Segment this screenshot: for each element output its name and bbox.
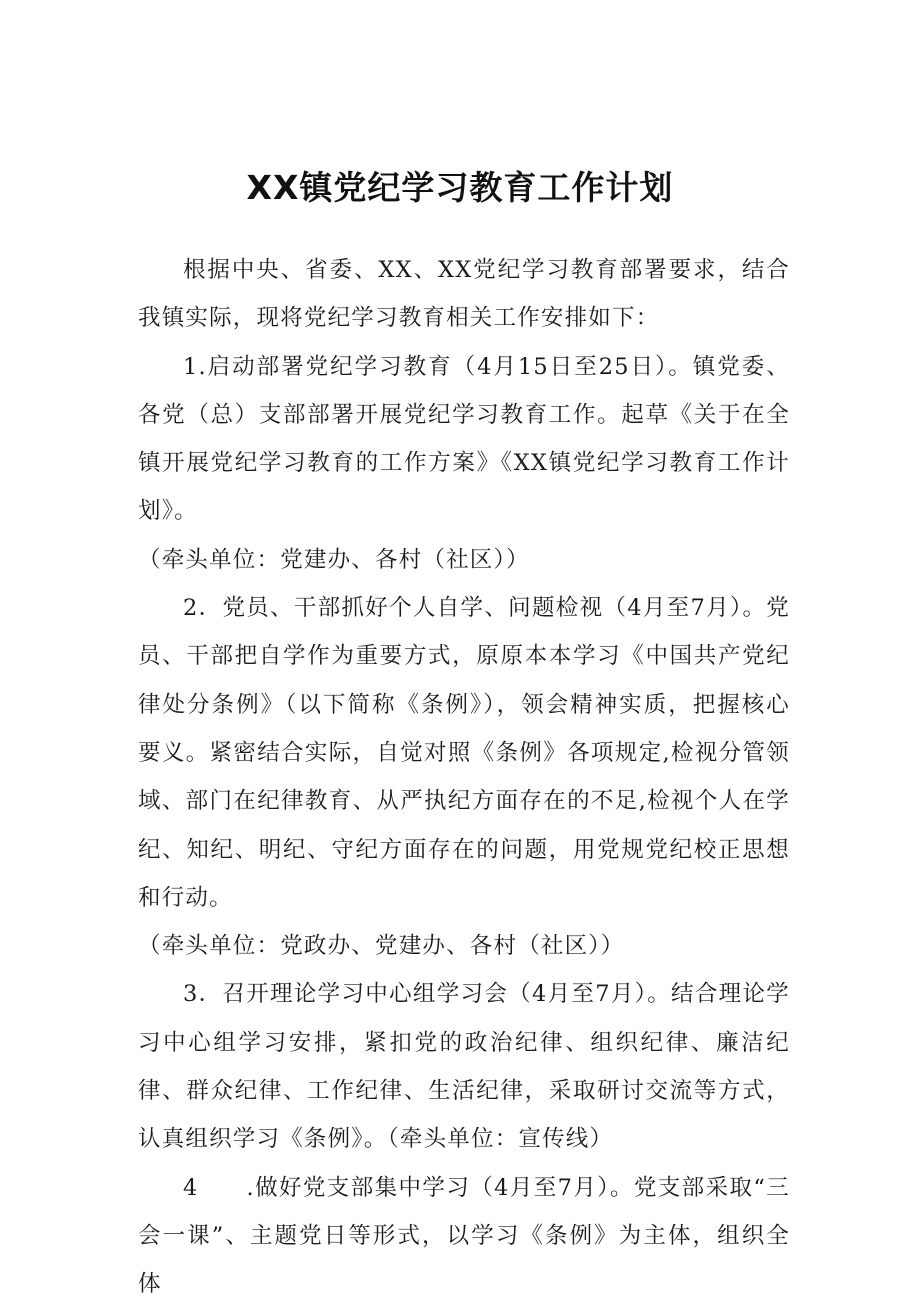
plan-item-1-text: 1.启动部署党纪学习教育（4月15日至25日）。镇党委、各党（总）支部部署开展党纪学习教育工作。起草《关于在全镇开展党纪学习教育的工作方案》《XX镇党纪学习教育工作计划》。 (138, 353, 790, 525)
plan-item-2-lead-unit: （牵头单位：党政办、党建办、各村（社区）） (138, 933, 625, 960)
intro-paragraph: 根据中央、省委、XX、XX党纪学习教育部署要求，结合我镇实际，现将党纪学习教育相关工作安排如下： (138, 257, 790, 332)
plan-item-2-text: 2．党员、干部抓好个人自学、问题检视（4月至7月）。党员、干部把自学作为重要方式，原原本本学习《中国共产党纪律处分条例》（以下简称《条例》），领会精神实质，把握核心要义。紧密结合实际，自觉对照《条例》各项规定,检视分管领域、部门在纪律教育、从严执纪方面存在的不足,检视个人在学纪、知纪、明纪、守纪方面存在的问题，用党规党纪校正思想和行动。 (138, 595, 790, 911)
document-title: XX镇党纪学习教育工作计划 (246, 168, 674, 207)
plan-item-4 (138, 1164, 790, 1309)
plan-item-1-lead-unit: （牵头单位：党建办、各村（社区）） (138, 546, 530, 573)
plan-item-2 (138, 584, 790, 970)
plan-item-1 (138, 343, 790, 584)
plan-item-3-text: 3．召开理论学习中心组学习会（4月至7月）。结合理论学习中心组学习安排，紧扣党的政治纪律、组织纪律、廉洁纪律、群众纪律、工作纪律、生活纪律，采取研讨交流等方式，认真组织学习《条例》。（牵头单位：宣传线） (138, 981, 790, 1153)
plan-item-4-text: 4 .做好党支部集中学习（4月至7月）。党支部采取“三会一课”、主题党日等形式，以学习《条例》为主体，组织全体 (138, 1174, 790, 1298)
document-body (138, 246, 790, 1309)
plan-item-3 (138, 970, 790, 1163)
